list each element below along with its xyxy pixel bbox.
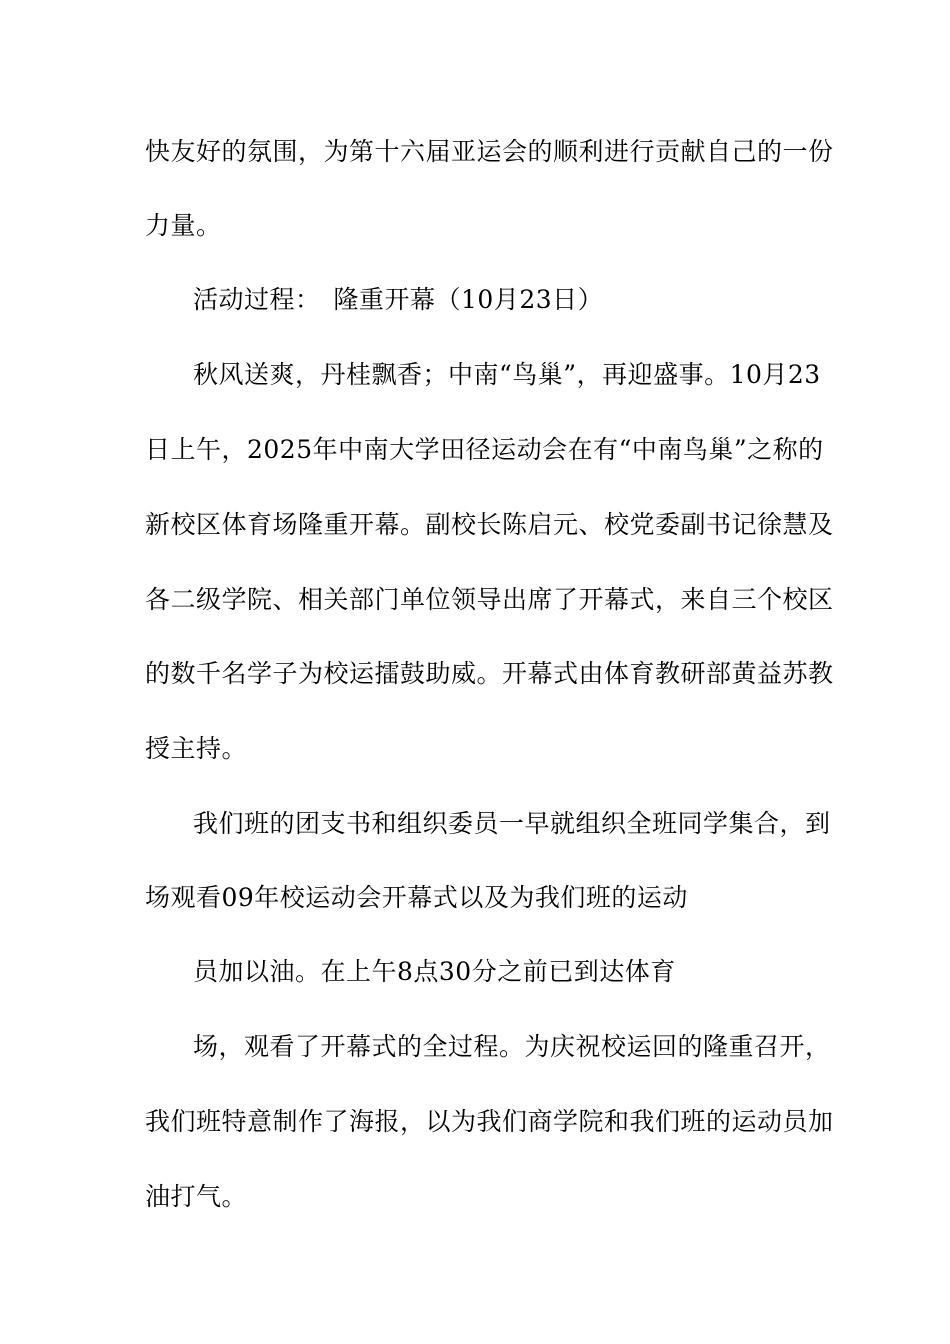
paragraph-line: 场，观看了开幕式的全过程。为庆祝校运回的隆重召开， — [193, 1032, 831, 1061]
paragraph-line: 新校区体育场隆重开幕。副校长陈启元、校党委副书记徐慧及 — [145, 510, 834, 539]
paragraph-line: 的数千名学子为校运擂鼓助威。开幕式由体育教研部黄益苏教 — [145, 659, 834, 688]
paragraph-line: 快友好的氛围，为第十六届亚运会的顺利进行贡献自己的一份 — [145, 137, 834, 166]
paragraph-line: 力量。 — [145, 211, 222, 240]
paragraph-line: 各二级学院、相关部门单位领导出席了开幕式，来自三个校区 — [145, 585, 834, 614]
paragraph-line: 授主持。 — [145, 734, 248, 763]
paragraph-line: 日上午，2025年中南大学田径运动会在有“中南鸟巢”之称的 — [145, 435, 824, 464]
paragraph-line: 员加以油。在上午8点30分之前已到达体育 — [193, 957, 676, 986]
paragraph-line: 我们班的团支书和组织委员一早就组织全班同学集合，到 — [193, 809, 831, 838]
paragraph-line: 我们班特意制作了海报，以为我们商学院和我们班的运动员加 — [145, 1107, 834, 1136]
paragraph-line: 场观看09年校运动会开幕式以及为我们班的运动 — [145, 883, 688, 912]
section-heading: 活动过程： 隆重开幕（10月23日） — [193, 285, 604, 314]
paragraph-line: 油打气。 — [145, 1182, 248, 1211]
paragraph-line: 秋风送爽，丹桂飘香；中南“鸟巢”，再迎盛事。10月23 — [193, 360, 821, 389]
